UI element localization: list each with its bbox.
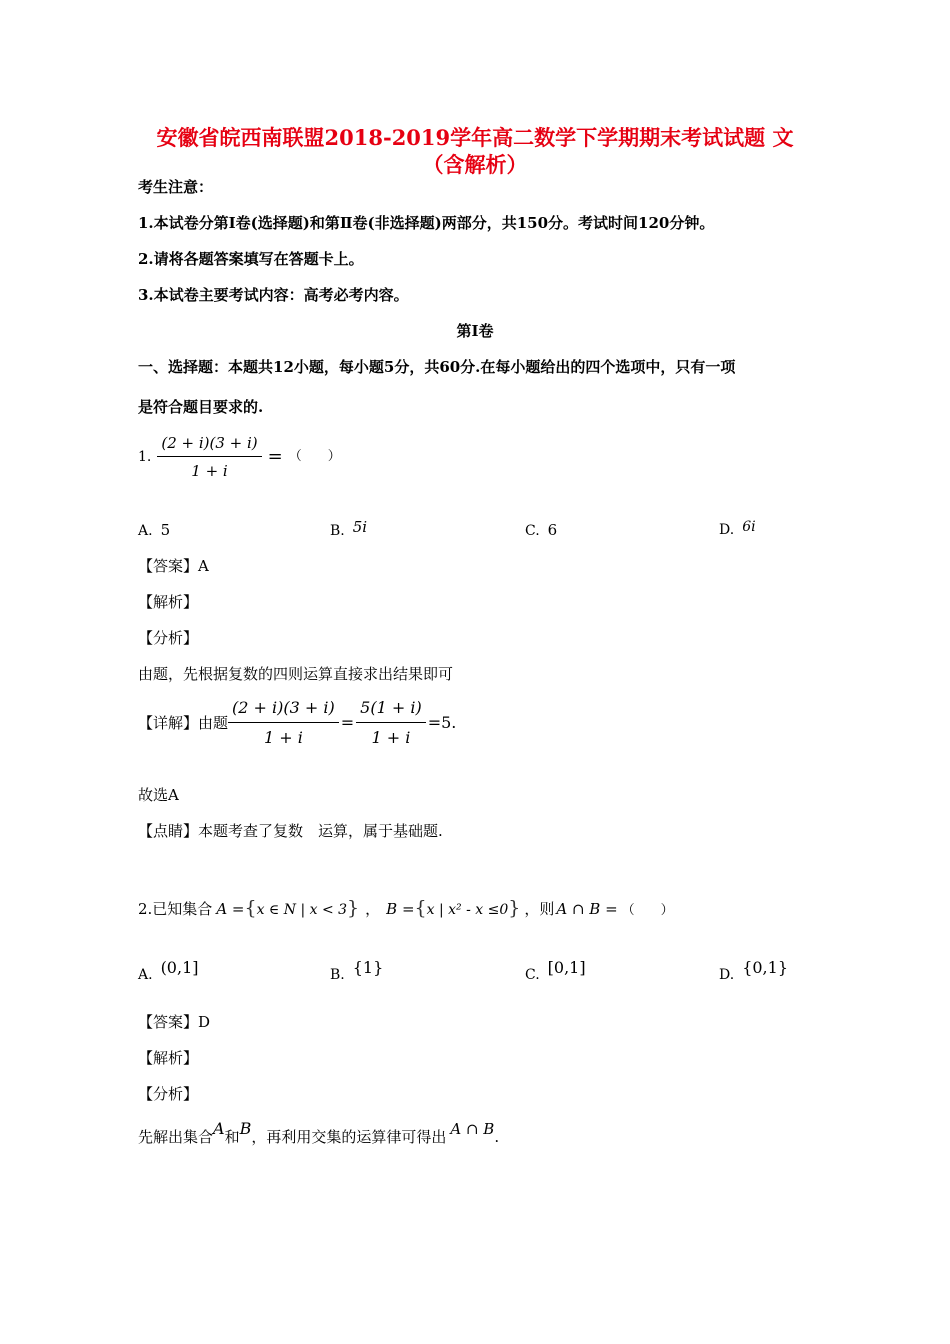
q2-setB-name: B =: [386, 900, 415, 918]
q2-setB-body: x | x² - x ≤0: [426, 902, 509, 918]
q1-option-b: [330, 520, 367, 541]
notice-item-1: 1.本试卷分第Ⅰ卷(选择题)和第Ⅱ卷(非选择题)两部分，共150分。考试时间120分钟。: [138, 214, 715, 232]
q1-detail-result: =5.: [427, 713, 457, 732]
q1-detail-fraction1: [228, 696, 339, 750]
q1-fraction: [157, 432, 261, 482]
q2-blank: （ ）: [621, 903, 674, 918]
q2-fenxi-expr: A ∩ B: [450, 1120, 495, 1138]
q2-setA-name: A =: [216, 900, 245, 918]
q1-option-d: [719, 520, 756, 540]
q2-fenxi-b: B: [239, 1119, 252, 1138]
q2-option-a: [138, 958, 199, 983]
q2-option-a-label: A.: [138, 967, 153, 983]
q2-analysis-title: 【解析】: [138, 1049, 199, 1067]
q1-option-c-label: C.: [525, 523, 540, 539]
q2-option-b-label: B.: [330, 967, 345, 983]
q2-fenxi-end: .: [494, 1128, 500, 1146]
q1-denominator: 1 + i: [191, 462, 228, 480]
notice-item-3: 3.本试卷主要考试内容：高考必考内容。: [138, 286, 409, 304]
q2-fenxi-and: 和: [224, 1128, 240, 1146]
section-heading-line1: 一、选择题：本题共12小题，每小题5分，共60分.在每小题给出的四个选项中，只有一项: [138, 358, 736, 376]
q2-expr: A ∩ B =: [556, 900, 618, 918]
q2-fenxi-text: [138, 1119, 500, 1150]
q1-blank: （ ）: [288, 449, 341, 464]
q2-sep: ，: [365, 900, 381, 918]
q2-setA-body: x ∈ N | x < 3: [256, 902, 348, 918]
q1-fenxi-text: 由题，先根据复数的四则运算直接求出结果即可: [138, 665, 454, 683]
q1-option-a-value: 5: [160, 521, 171, 539]
q1-numerator: (2 + i)(3 + i): [157, 432, 261, 457]
q1-detail-num2: 5(1 + i): [356, 696, 426, 723]
q1-detail-equals: =: [340, 713, 355, 732]
q2-prefix: 2.已知集合: [138, 900, 213, 918]
q1-detail: [138, 696, 456, 750]
q2-fenxi-pre: 先解出集合: [138, 1128, 214, 1146]
q1-stem: [138, 432, 341, 482]
q1-option-c-value: 6: [547, 521, 558, 539]
q1-detail-num1: (2 + i)(3 + i): [228, 696, 339, 723]
q1-option-d-value: 6i: [742, 519, 756, 535]
q1-detail-fraction2: [356, 696, 426, 750]
doc-title-line2: （含解析）: [422, 152, 528, 177]
q1-option-d-label: D.: [719, 522, 735, 538]
section-heading-line2: 是符合题目要求的.: [138, 398, 264, 416]
notice-heading: 考生注意：: [138, 178, 214, 196]
volume-title: 第Ⅰ卷: [456, 322, 494, 340]
q2-fenxi-mid: ，再利用交集的运算律可得出: [251, 1128, 447, 1146]
q2-option-a-value: (0,1]: [160, 958, 199, 977]
q1-analysis-title: 【解析】: [138, 593, 199, 611]
q1-detail-label: 【详解】由题: [138, 714, 229, 732]
q1-detail-den2: 1 + i: [371, 728, 411, 747]
q1-option-a-label: A.: [138, 523, 153, 539]
q1-equals: =: [267, 446, 283, 467]
q2-option-c-label: C.: [525, 967, 540, 983]
q2-option-c-value: [0,1]: [547, 958, 586, 977]
q2-fenxi-title: 【分析】: [138, 1085, 199, 1103]
notice-item-2: 2.请将各题答案填写在答题卡上。: [138, 250, 364, 268]
doc-title-line1: 安徽省皖西南联盟2018-2019学年高二数学下学期期末考试试题 文: [156, 125, 794, 150]
q2-setB-left-brace: {: [414, 897, 427, 919]
q1-conclusion: 故选A: [138, 786, 179, 804]
q2-option-d: [719, 958, 788, 983]
q2-answer: 【答案】D: [138, 1013, 211, 1031]
q1-option-b-label: B.: [330, 523, 345, 539]
q2-setA-right-brace: }: [347, 897, 360, 919]
q1-fenxi-title: 【分析】: [138, 629, 199, 647]
q2-suffix: ，则: [524, 900, 555, 918]
q1-option-b-value: 5i: [352, 518, 368, 536]
q2-option-c: [525, 958, 586, 983]
q2-option-d-value: {0,1}: [742, 958, 788, 977]
q2-option-d-label: D.: [719, 967, 735, 983]
q1-detail-den1: 1 + i: [263, 728, 303, 747]
q2-stem: [138, 894, 674, 925]
q1-comment: 【点睛】本题考查了复数 运算，属于基础题.: [138, 822, 443, 840]
q2-setB-right-brace: }: [508, 897, 521, 919]
q2-setA-left-brace: {: [244, 897, 257, 919]
q1-answer: 【答案】A: [138, 557, 209, 575]
q2-fenxi-a: A: [213, 1119, 225, 1138]
q1-option-a: [138, 520, 170, 541]
q2-option-b-value: {1}: [352, 958, 384, 977]
q1-number: 1.: [138, 449, 152, 465]
q2-option-b: [330, 958, 384, 983]
q1-option-c: [525, 520, 557, 541]
